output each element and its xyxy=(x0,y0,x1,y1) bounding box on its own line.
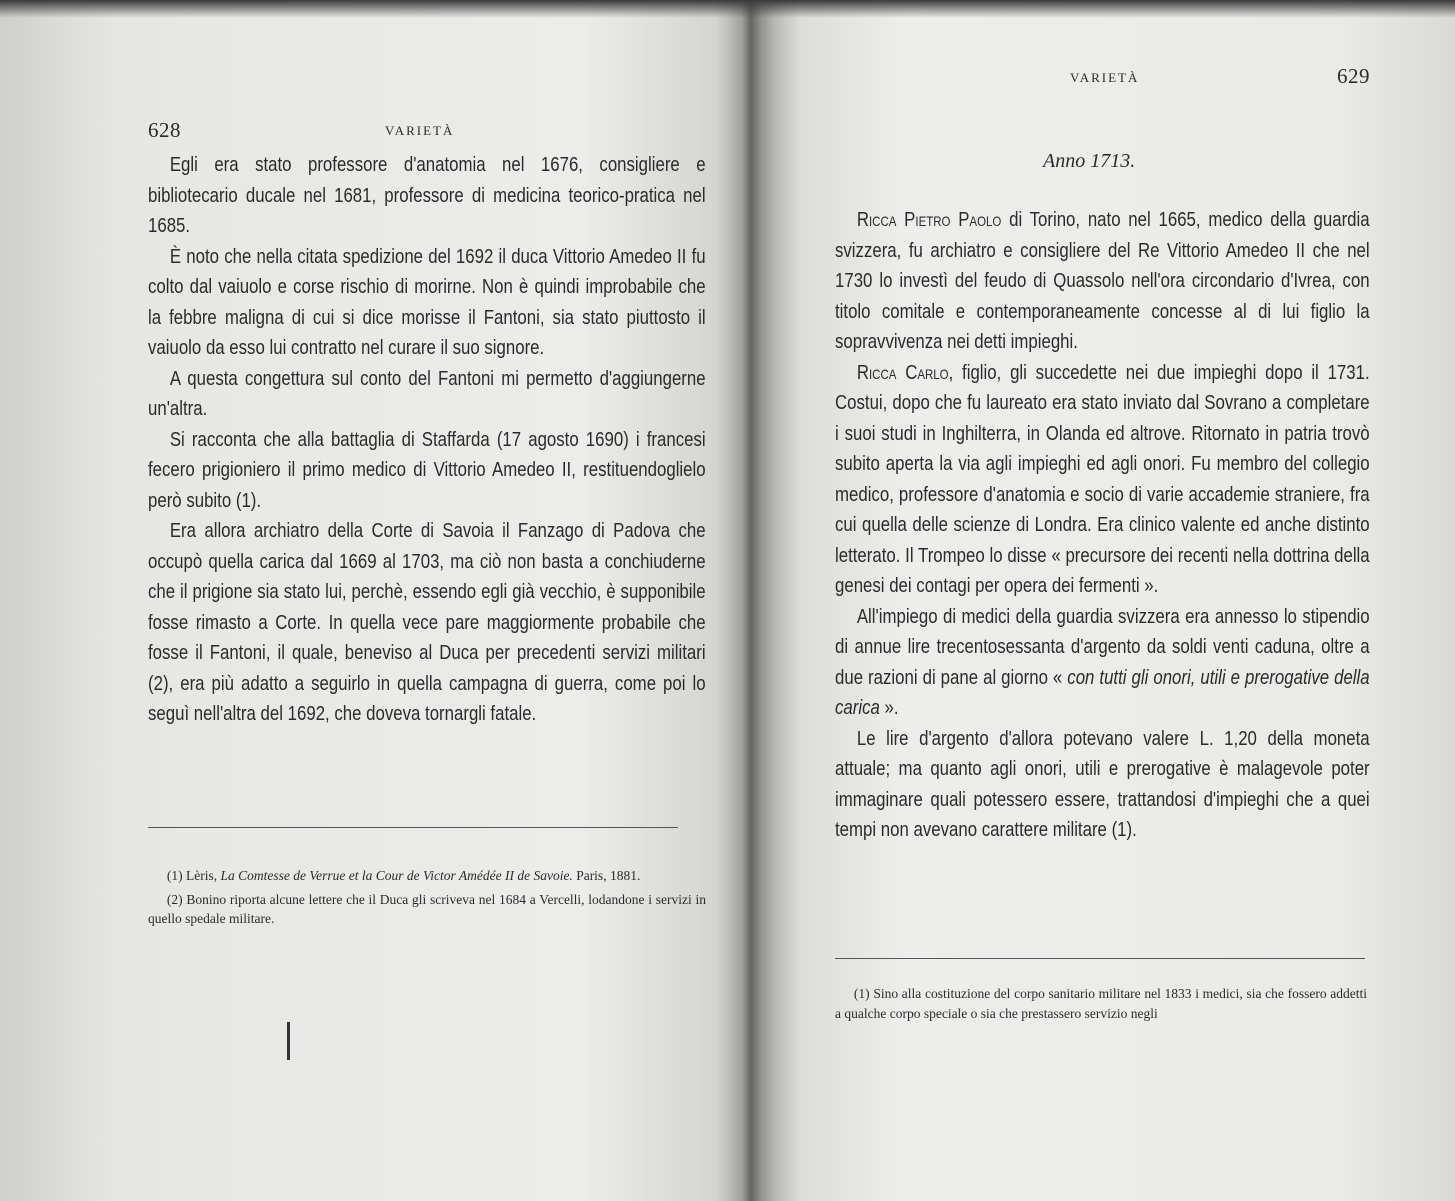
entry-text: figlio, gli succedette nei due impieghi dopo il 1731. Costui, dopo che fu laureato era stato inviato dal Sovrano a completare i suoi studi in Inghilterra, in Olanda ed altrove. Ritornato in patria trovò subito aperta la via agli impieghi ed agli onori. Fu membro del collegio medico, professore d'anatomia e socio di varie accademie straniere, fra cui quella delle scienze di Londra. Era clinico valente ed anche distinto letterato. Il Trompeo lo disse « precursore dei recenti nella dottrina della genesi dei contagi per opera dei fermenti ». xyxy=(835,360,1370,597)
footnote xyxy=(148,866,706,886)
footnote-rule xyxy=(148,827,678,828)
running-head: VARIETÀ xyxy=(1070,70,1140,85)
left-footnotes xyxy=(148,866,706,933)
section-title: Anno 1713. xyxy=(1043,150,1136,172)
right-footnotes xyxy=(835,984,1367,1027)
paragraph xyxy=(835,358,1370,602)
footnote-title: La Comtesse de Verrue et la Cour de Victor Amédée II de Savoie. xyxy=(220,868,573,883)
entry-name: Ricca Pietro Paolo xyxy=(856,208,1002,231)
footnote-text: riporta alcune lettere che il Duca gli scriveva nel 1684 a Vercelli, lodandone i servizi in quello spedale militare. xyxy=(148,891,707,926)
paragraph-text: All'impiego di medici della guardia svizzera era annesso lo stipendio di annue lire trecentosessanta d'argento da soldi venti caduna, oltre a due razioni di pane al giorno « xyxy=(835,604,1370,689)
footnote-text: Paris, 1881. xyxy=(576,868,641,883)
ink-mark xyxy=(287,1022,290,1060)
page-number: 629 xyxy=(1337,64,1370,88)
paragraph: A questa congettura sul conto del Fantoni mi permetto d'aggiungerne un'altra. xyxy=(148,366,706,420)
paragraph: Si racconta che alla battaglia di Staffarda (17 agosto 1690) i francesi fecero prigioniero il primo medico di Vittorio Amedeo II, restituendoglielo però subito (1). xyxy=(148,427,706,512)
paragraph: Era allora archiatro della Corte di Savoia il Fanzago di Padova che occupò quella carica dal 1669 al 1703, ma ciò non basta a conchiuderne che il prigione sia stato lui, perchè, essendo egli già vecchio, è supponibile fosse rimasto a Corte. In quella vece pare maggiormente probabile che fosse il Fantoni, il quale, beneviso al Duca per precedenti servizi militari (2), era più adatto a seguirlo in quella campagna di guerra, come poi lo seguì nell'altra del 1692, che doveva tornargli fatale. xyxy=(148,519,706,725)
entry-text: di Torino, nato nel 1665, medico della guardia svizzera, fu archiatro e consigliere del Re Vittorio Amedeo II che nel 1730 lo investì del feudo di Quassolo nell'ora circondario d'Ivrea, con titolo comitale e contemporaneamente concesse al di lui figlio la sopravvivenza nei detti impieghi. xyxy=(835,208,1370,353)
paragraph: Egli era stato professore d'anatomia nel 1676, consigliere e bibliotecario ducale nel 1681, professore di medicina teorico-pratica nel 1685. xyxy=(148,153,706,237)
paragraph: È noto che nella citata spedizione del 1692 il duca Vittorio Amedeo II fu colto dal vaiuolo e corse rischio di morirne. Non è quindi improbabile che la febbre maligna di cui si dice morisse il Fantoni, sia stato piuttosto il vaiuolo da esso lui contratto nel curare il suo signore. xyxy=(148,244,706,359)
footnote-author: Lèris, xyxy=(186,868,218,883)
entry-name: Ricca Carlo, xyxy=(856,360,954,384)
footnote-marker: (1) xyxy=(166,868,183,883)
scan-shadow xyxy=(0,0,1455,18)
quoted-phrase: con tutti gli onori, utili e prerogative della carica xyxy=(835,665,1370,719)
footnote-rule xyxy=(835,958,1365,959)
paragraph xyxy=(835,724,1370,846)
paragraph-tail: ». xyxy=(879,696,899,719)
footnote xyxy=(835,984,1367,1023)
footnote-marker: (2) xyxy=(166,891,183,907)
footnote-author: Bonino xyxy=(186,891,227,907)
right-body xyxy=(835,205,1370,846)
left-body xyxy=(148,150,706,730)
paragraph xyxy=(835,205,1370,358)
page-number: 628 xyxy=(148,118,181,142)
paragraph-text: Le lire d'argento d'allora potevano valere L. 1,20 della moneta attuale; ma quanto agli onori, utili e prerogative è malagevole poter immaginare quali potessero essere, trattandosi d'impieghi che a quei tempi non avevano carattere militare (1). xyxy=(835,726,1370,841)
running-head: VARIETÀ xyxy=(385,123,455,138)
footnote-marker: (1) xyxy=(853,986,870,1001)
footnote-text: Sino alla costituzione del corpo sanitario militare nel 1833 i medici, sia che fossero addetti a qualche corpo speciale o sia che prestassero servizio negli xyxy=(835,986,1367,1021)
paragraph xyxy=(835,602,1370,724)
right-page xyxy=(765,0,1455,1201)
footnote xyxy=(148,890,706,929)
